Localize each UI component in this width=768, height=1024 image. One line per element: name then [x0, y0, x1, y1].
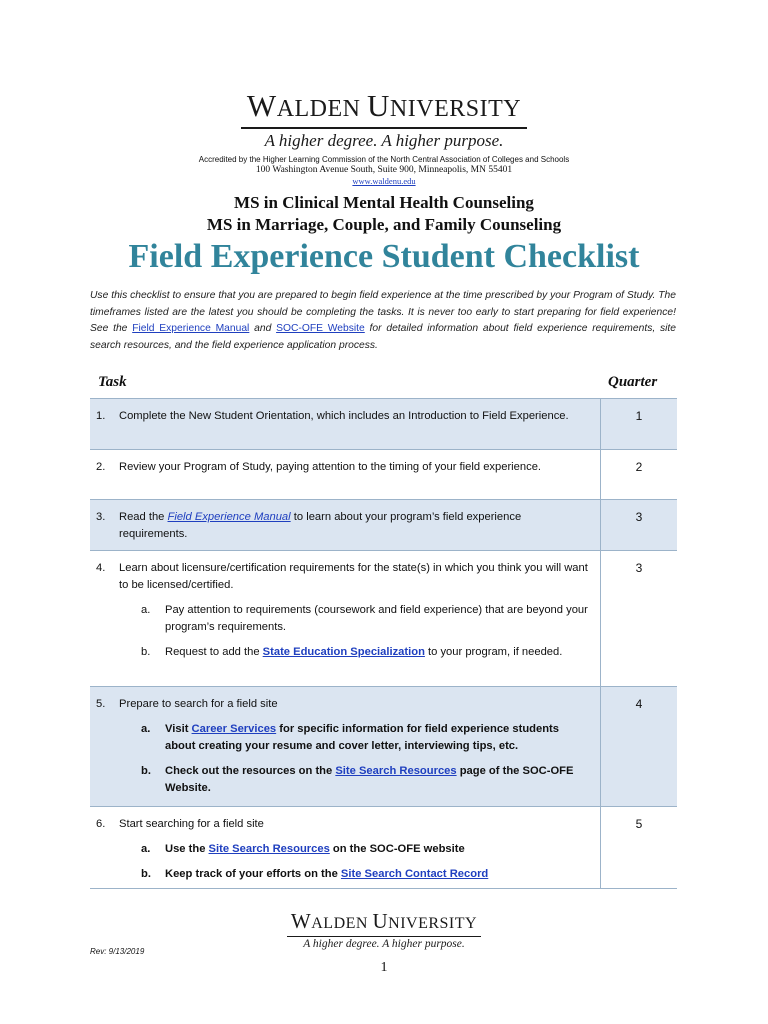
quarter-value: 4	[600, 687, 677, 806]
site-search-resources-link[interactable]: Site Search Resources	[208, 843, 330, 855]
website-link[interactable]: www.waldenu.edu	[352, 176, 416, 186]
page-number: 1	[380, 960, 388, 975]
field-experience-manual-link[interactable]: Field Experience Manual	[132, 323, 250, 334]
walden-logo: WALDEN UNIVERSITY	[287, 910, 481, 937]
sub-item: a. Visit Career Services for specific information for field experience students about creating your resume and cover letter, interviewing tips, etc.	[141, 723, 560, 752]
table-row: 4. Learn about licensure/certification requirements for the state(s) in which you think you will want to be licensed/certified. a. Pay attention to requirements (coursework and field experience) that are beyond your program’s requirements. b. Request to add the State Education Specialization to your program, if needed. 3	[90, 551, 677, 687]
quarter-value: 1	[600, 399, 677, 449]
table-row: 5. Prepare to search for a field site a. Visit Career Services for specific information for field experience students about creating your resume and cover letter, interviewing tips, etc. b. Check out the resources on the Site Search Resources page of the SOC-OFE Website. 4	[90, 687, 677, 807]
task-text: Prepare to search for a field site	[119, 698, 278, 710]
page-title: Field Experience Student Checklist	[128, 238, 640, 275]
checklist-table	[90, 398, 677, 889]
state-education-specialization-link[interactable]: State Education Specialization	[262, 646, 425, 658]
accreditation-text: Accredited by the Higher Learning Commission of the North Central Association of Colleges and Schools	[198, 155, 570, 164]
program-title-1: MS in Clinical Mental Health Counseling	[234, 193, 534, 212]
address-text: 100 Washington Avenue South, Suite 900, Minneapolis, MN 55401	[255, 165, 513, 175]
quarter-value: 2	[600, 450, 677, 499]
task-text: Review your Program of Study, paying attention to the timing of your field experience.	[119, 461, 542, 473]
task-text: Complete the New Student Orientation, which includes an Introduction to Field Experience.	[119, 410, 569, 422]
footer-logo	[0, 910, 768, 950]
soc-ofe-website-link[interactable]: SOC-OFE Website	[276, 323, 365, 334]
walden-logo: WALDEN UNIVERSITY	[241, 90, 527, 129]
site-search-contact-record-link[interactable]: Site Search Contact Record	[340, 868, 489, 880]
sub-item: a. Use the Site Search Resources on the SOC-OFE website	[141, 843, 465, 855]
footer-tagline: A higher degree. A higher purpose.	[303, 938, 465, 950]
sub-item: b. Request to add the State Education Specialization to your program, if needed.	[141, 646, 563, 658]
table-row: 1. Complete the New Student Orientation, which includes an Introduction to Field Experience. 1	[90, 399, 677, 450]
table-row: 3. Read the Field Experience Manual to learn about your program’s field experience requirements. 3	[90, 500, 677, 551]
sub-item: a. Pay attention to requirements (coursework and field experience) that are beyond your program’s requirements.	[141, 604, 588, 633]
quarter-value: 3	[600, 551, 677, 686]
logo-tagline: A higher degree. A higher purpose.	[264, 131, 504, 150]
intro-paragraph: Use this checklist to ensure that you are prepared to begin field experience at the time prescribed by your Program of Study. The timeframes listed are the latest you should be completing the tasks. It is never too early to start preparing for field experience! See the Field Experience Manual and SOC-OFE Website for detailed information about field experience requirements, site search resources, and the field experience application process.	[90, 290, 677, 351]
field-experience-manual-link[interactable]: Field Experience Manual	[167, 511, 291, 523]
table-row: 6. Start searching for a field site a. Use the Site Search Resources on the SOC-OFE website b. Keep track of your efforts on the Site Search Contact Record 5	[90, 807, 677, 889]
quarter-value: 3	[600, 500, 677, 550]
task-text: Read the Field Experience Manual to learn about your program’s field experience requirements.	[119, 511, 522, 540]
quarter-value: 5	[600, 807, 677, 888]
quarter-column-header: Quarter	[608, 374, 658, 390]
site-search-resources-link[interactable]: Site Search Resources	[335, 765, 457, 777]
task-text: Learn about licensure/certification requirements for the state(s) in which you think you will want to be licensed/certified.	[119, 562, 588, 591]
sub-item: b. Keep track of your efforts on the Site Search Contact Record	[141, 868, 489, 880]
task-text: Start searching for a field site	[119, 818, 264, 830]
letterhead	[0, 90, 768, 186]
sub-item: b. Check out the resources on the Site Search Resources page of the SOC-OFE Website.	[141, 765, 574, 794]
career-services-link[interactable]: Career Services	[191, 723, 277, 735]
table-row: 2. Review your Program of Study, paying attention to the timing of your field experience. 2	[90, 450, 677, 500]
revision-date: Rev: 9/13/2019	[90, 947, 145, 956]
task-column-header: Task	[98, 374, 127, 390]
program-title-2: MS in Marriage, Couple, and Family Counseling	[206, 215, 562, 234]
